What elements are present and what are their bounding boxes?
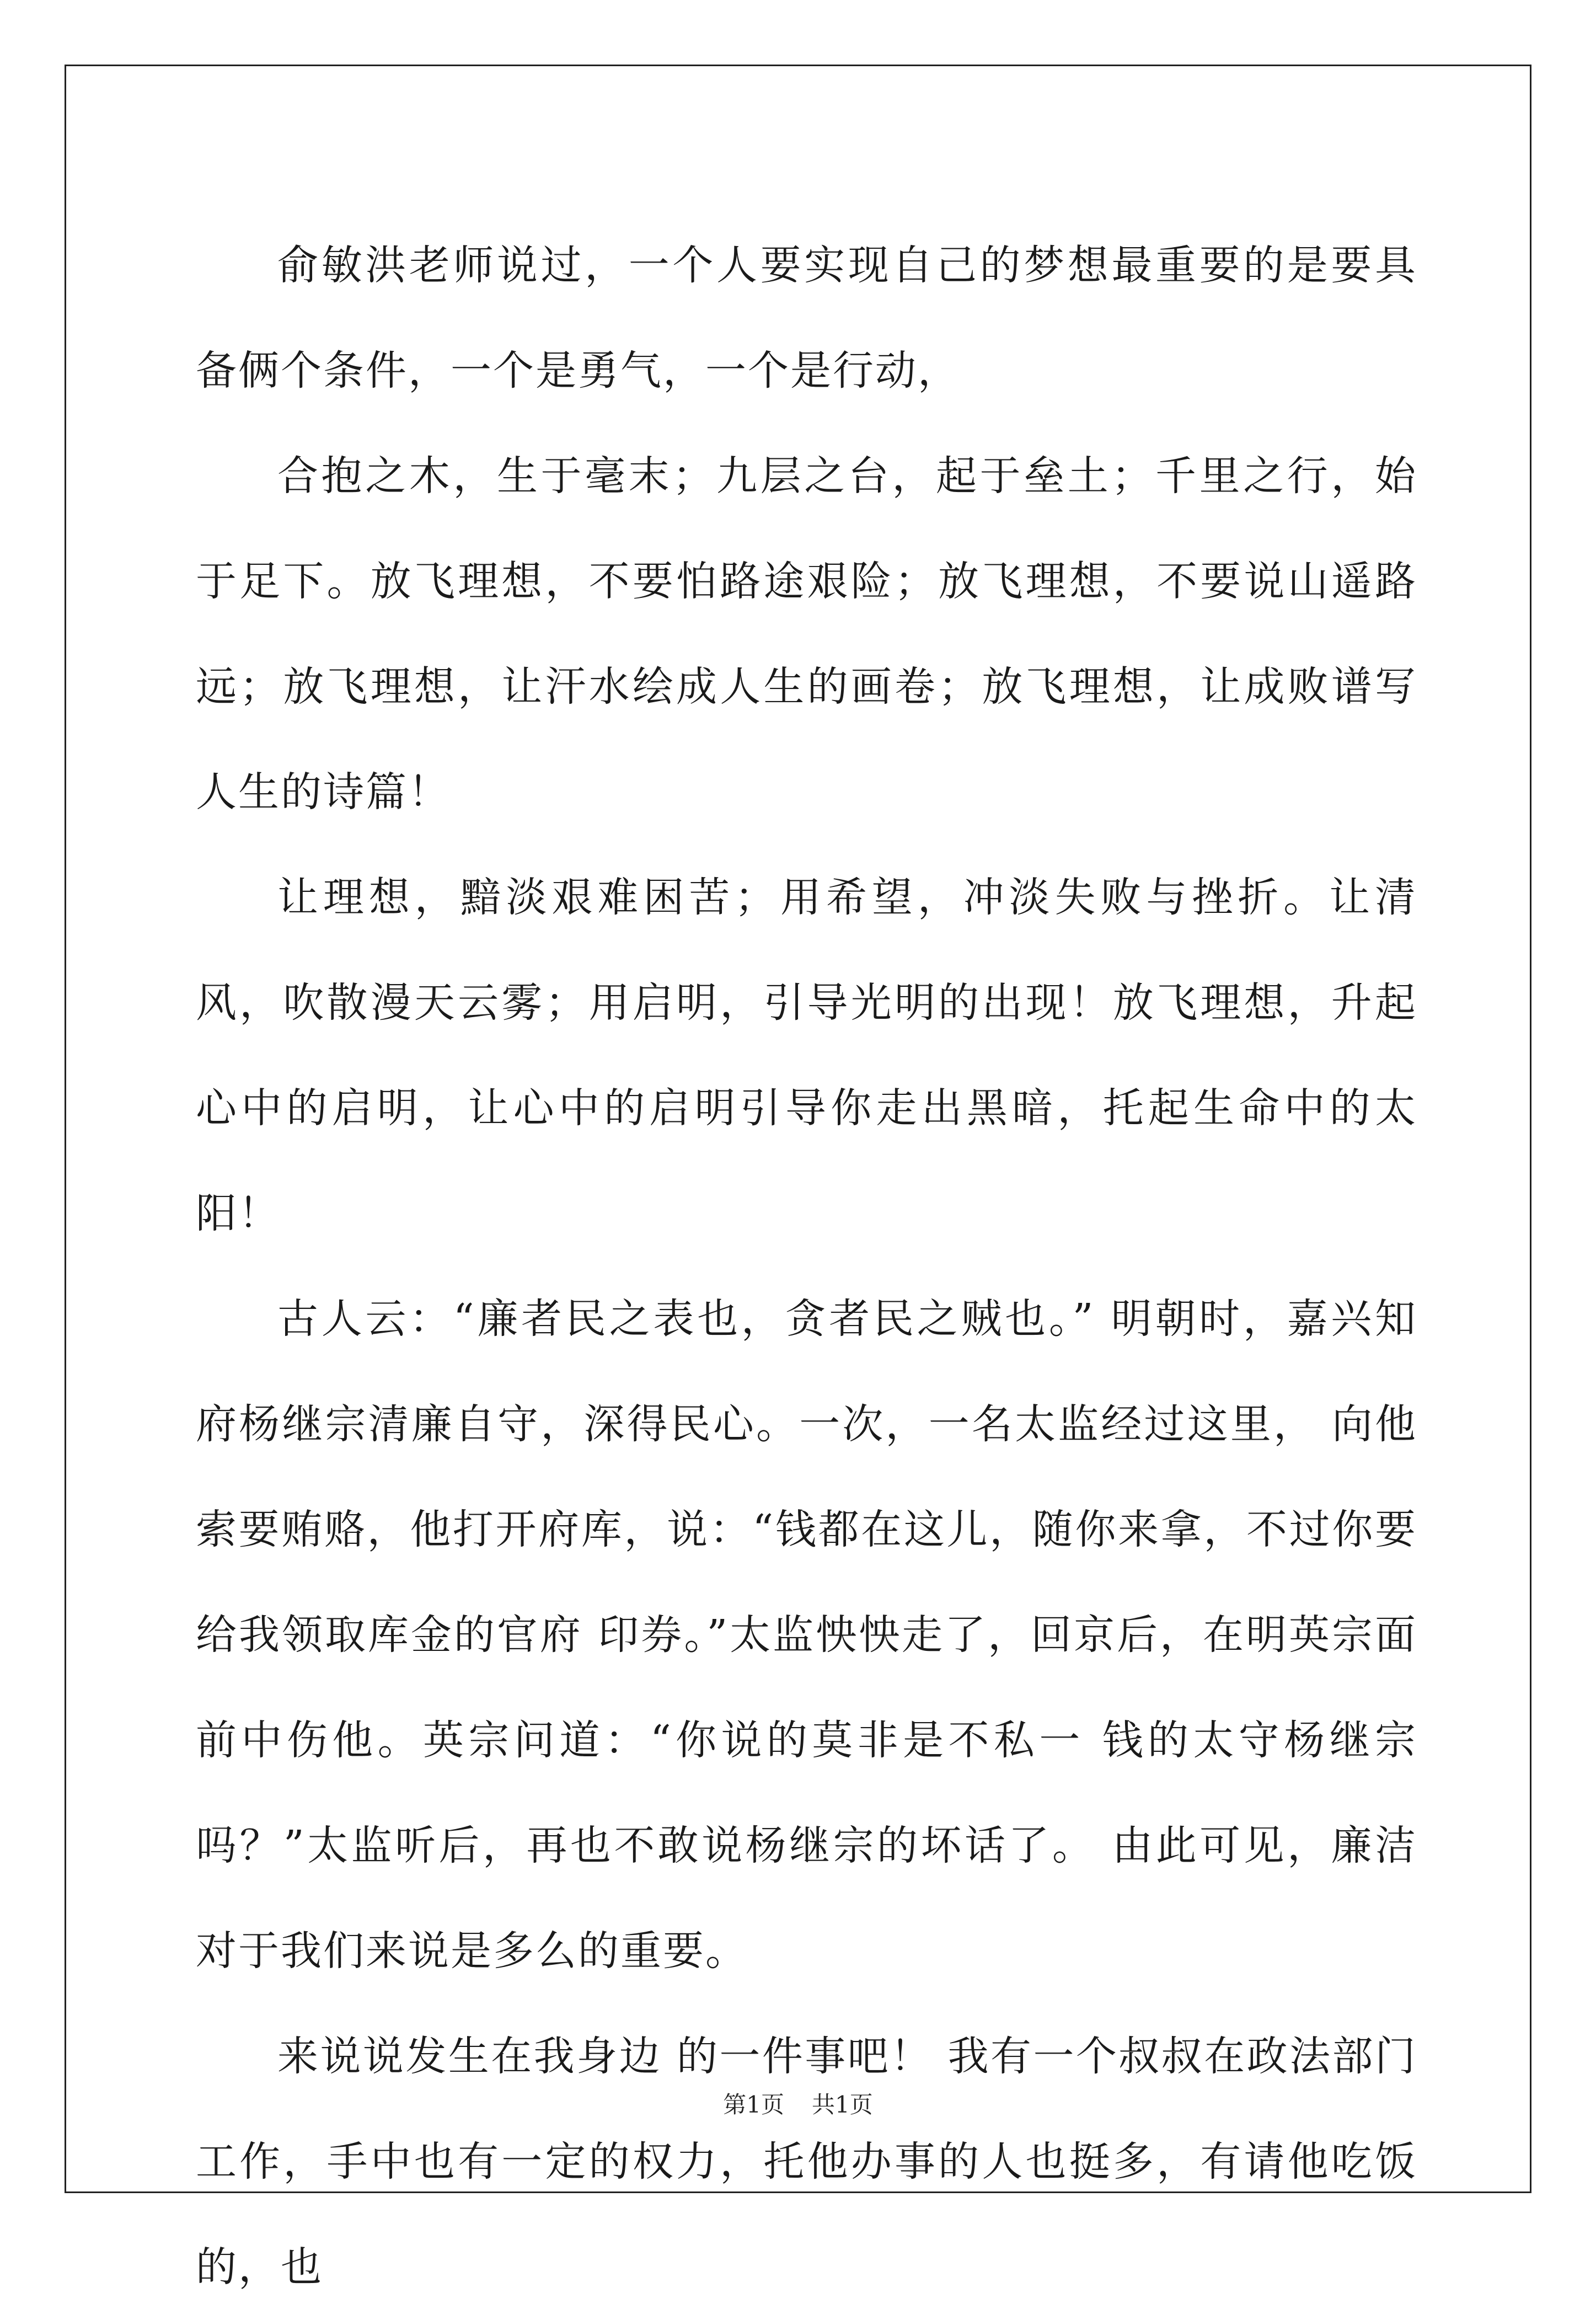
paragraph-4: 古人云：“廉者民之表也，贪者民之贼也。” 明朝时，嘉兴知府杨继宗清廉自守，深得民心。一次，一名太监经过这里， 向他索要贿赂，他打开府库，说：“钱都在这儿，随你来拿，不过你要给我领取库金的官府 印券。”太监怏怏走了，回京后，在明英宗面前中伤他。英宗问道：“你说的莫非是不私一 钱的太守杨继宗吗？”太监听后，再也不敢说杨继宗的坏话了。 由此可见，廉洁对于我们来说是多么的重要。 [196, 1295, 1417, 1975]
page-total: 共1页 [812, 2091, 873, 2118]
paragraph-1: 俞敏洪老师说过，一个人要实现自己的梦想最重要的是要具备俩个条件，一个是勇气，一个是行动， [196, 242, 1417, 394]
page-footer [0, 2087, 1596, 2120]
document-body [196, 213, 1417, 2320]
page-number: 第1页 [723, 2091, 784, 2118]
paragraph-3: 让理想，黯淡艰难困苦；用希望，冲淡失败与挫折。让清风，吹散漫天云雾；用启明，引导光明的出现！放飞理想，升起心中的启明，让心中的启明引导你走出黑暗，托起生命中的太阳！ [196, 874, 1417, 1237]
paragraph-2: 合抱之木，生于毫末；九层之台，起于垒土；千里之行，始于足下。放飞理想，不要怕路途艰险；放飞理想，不要说山遥路远；放飞理想，让汗水绘成人生的画卷；放飞理想，让成败谱写人生的诗篇！ [196, 452, 1417, 816]
paragraph-5: 来说说发生在我身边 的一件事吧！ 我有一个叔叔在政法部门工作，手中也有一定的权力，托他办事的人也挺多，有请他吃饭的，也 [196, 2033, 1417, 2291]
